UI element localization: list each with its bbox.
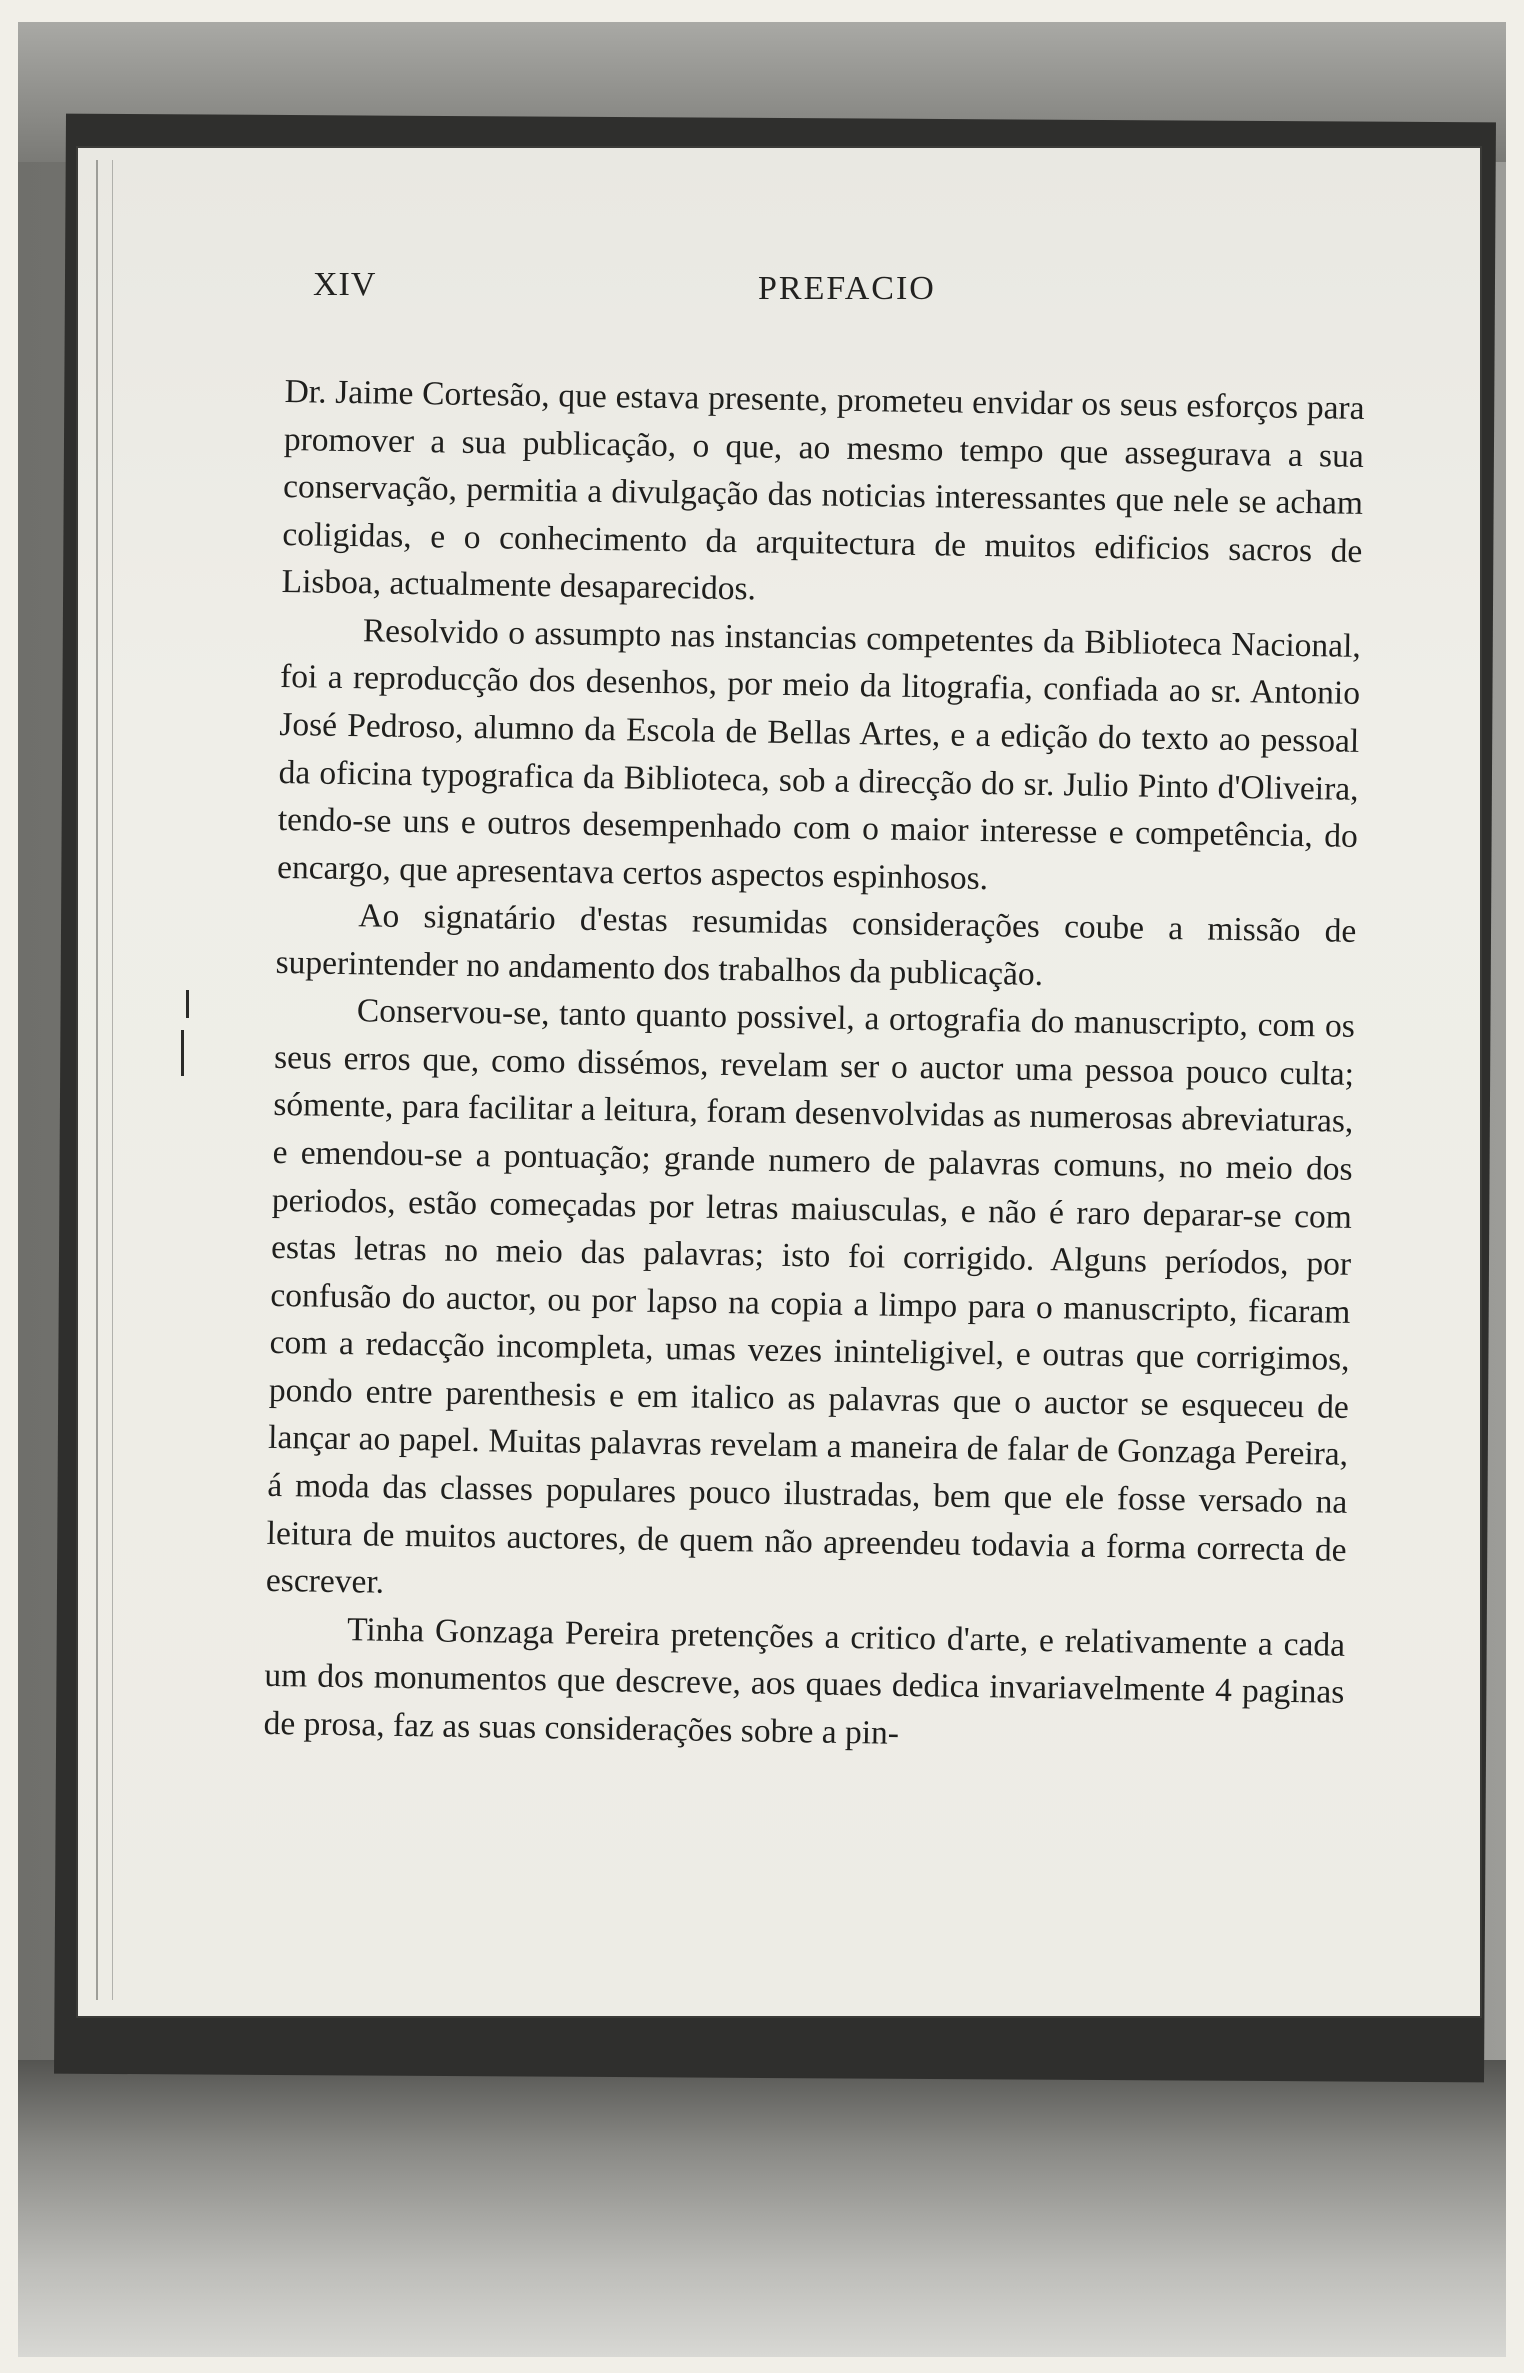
paragraph: Dr. Jaime Cortesão, que estava presente, prometeu envidar os seus esforços para promover a sua publicação, o que, ao mesmo tempo que assegurava a sua conservação, permitia a divulgação das noticias interessantes que nele se acham coligidas, e o conhecimento da arquitectura de muitos edificios sacros de Lisboa, actualmente desaparecidos. xyxy=(281,372,1365,608)
margin-mark xyxy=(186,990,189,1018)
running-head xyxy=(313,266,1313,316)
page-edge-lines xyxy=(96,160,113,2000)
margin-mark xyxy=(181,1030,184,1076)
paragraph: Ao signatário d'estas resumidas considerações coube a missão de superintender no andamento dos trabalhos da publicação. xyxy=(275,897,1357,993)
running-title: PREFACIO xyxy=(758,270,936,307)
page-number: XIV xyxy=(313,266,377,303)
paragraph: Conservou-se, tanto quanto possivel, a ortografia do manuscripto, com os seus erros que, como dissémos, revelam ser o auctor uma pessoa pouco culta; sómente, para facilitar a leitura, foram desenvolvidas as numerosas abreviaturas, e emendou-se a pontuação; grande numero de palavras comuns, no meio dos periodos, estão começadas por letras maiusculas, e não é raro deparar-se com estas letras no meio das palavras; isto foi corrigido. Alguns períodos, por confusão do auctor, ou por lapso na copia a limpo para o manuscripto, ficaram com a redacção incompleta, umas vezes ininteligivel, e outras que corrigimos, pondo entre parenthesis e em italico as palavras que o auctor se esqueceu de lançar ao papel. Muitas palavras revelam a maneira de falar de Gonzaga Pereira, á moda das classes populares pouco ilustradas, bem que ele fosse versado na leitura de muitos auctores, de quem não apreendeu todavia a forma correcta de escrever. xyxy=(265,992,1356,1601)
paragraph: Tinha Gonzaga Pereira pretenções a critico d'arte, e relativamente a cada um dos monumentos que descreve, aos quaes dedica invariavelmente 4 paginas de prosa, faz as suas considerações sobre a pin- xyxy=(263,1610,1346,1752)
photo-bottom-band xyxy=(18,2060,1506,2357)
body-text xyxy=(263,368,1365,1764)
paragraph: Resolvido o assumpto nas instancias competentes da Biblioteca Nacional, foi a reproducção dos desenhos, por meio da litografia, confiada ao sr. Antonio José Pedroso, alumno da Escola de Bellas Artes, e a edição do texto ao pessoal da oficina typografica da Biblioteca, sob a direcção do sr. Julio Pinto d'Oliveira, tendo-se uns e outros desempenhado com o maior interesse e competência, do encargo, que apresentava certos aspectos espinhosos. xyxy=(276,612,1362,897)
